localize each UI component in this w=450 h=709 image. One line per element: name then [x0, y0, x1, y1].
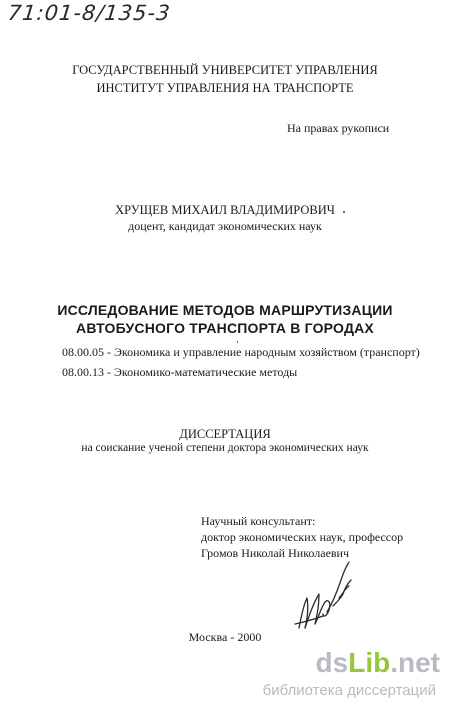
- institution-line-2: ИНСТИТУТ УПРАВЛЕНИЯ НА ТРАНСПОРТЕ: [96, 81, 354, 95]
- city-year: Москва - 2000: [188, 630, 262, 644]
- archive-number: 71:01-8/135-3: [6, 1, 172, 25]
- dissertation-title-line-2: АВТОБУСНОГО ТРАНСПОРТА В ГОРОДАХ: [76, 320, 374, 336]
- institution-line-1: ГОСУДАРСТВЕННЫЙ УНИВЕРСИТЕТ УПРАВЛЕНИЯ: [72, 63, 378, 77]
- advisor-credentials: доктор экономических наук, профессор: [201, 530, 404, 544]
- speck: [343, 211, 345, 213]
- watermark-logo-lib: Lib: [348, 647, 391, 678]
- signature-image: [293, 558, 363, 634]
- watermark-logo-net: .net: [390, 647, 440, 678]
- degree-line: на соискание ученой степени доктора экономических наук: [81, 442, 369, 454]
- specialty-2: 08.00.13 - Экономико-математические методы: [62, 365, 298, 379]
- specialty-1: 08.00.05 - Экономика и управление народным хозяйством (транспорт): [62, 345, 420, 359]
- dissertation-title-line-1: ИССЛЕДОВАНИЕ МЕТОДОВ МАРШРУТИЗАЦИИ: [57, 302, 393, 318]
- watermark-logo: [316, 647, 440, 679]
- watermark-logo-ds: ds: [315, 647, 349, 678]
- manuscript-note: На правах рукописи: [287, 121, 390, 135]
- advisor-name: Громов Николай Николаевич: [201, 546, 350, 560]
- document-type: ДИССЕРТАЦИЯ: [179, 427, 271, 441]
- watermark-caption: библиотека диссертаций: [262, 682, 436, 699]
- author-name: ХРУЩЕВ МИХАИЛ ВЛАДИМИРОВИЧ: [115, 203, 335, 217]
- author-title: доцент, кандидат экономических наук: [128, 219, 322, 233]
- advisor-label: Научный консультант:: [201, 514, 316, 528]
- speck: [237, 341, 238, 343]
